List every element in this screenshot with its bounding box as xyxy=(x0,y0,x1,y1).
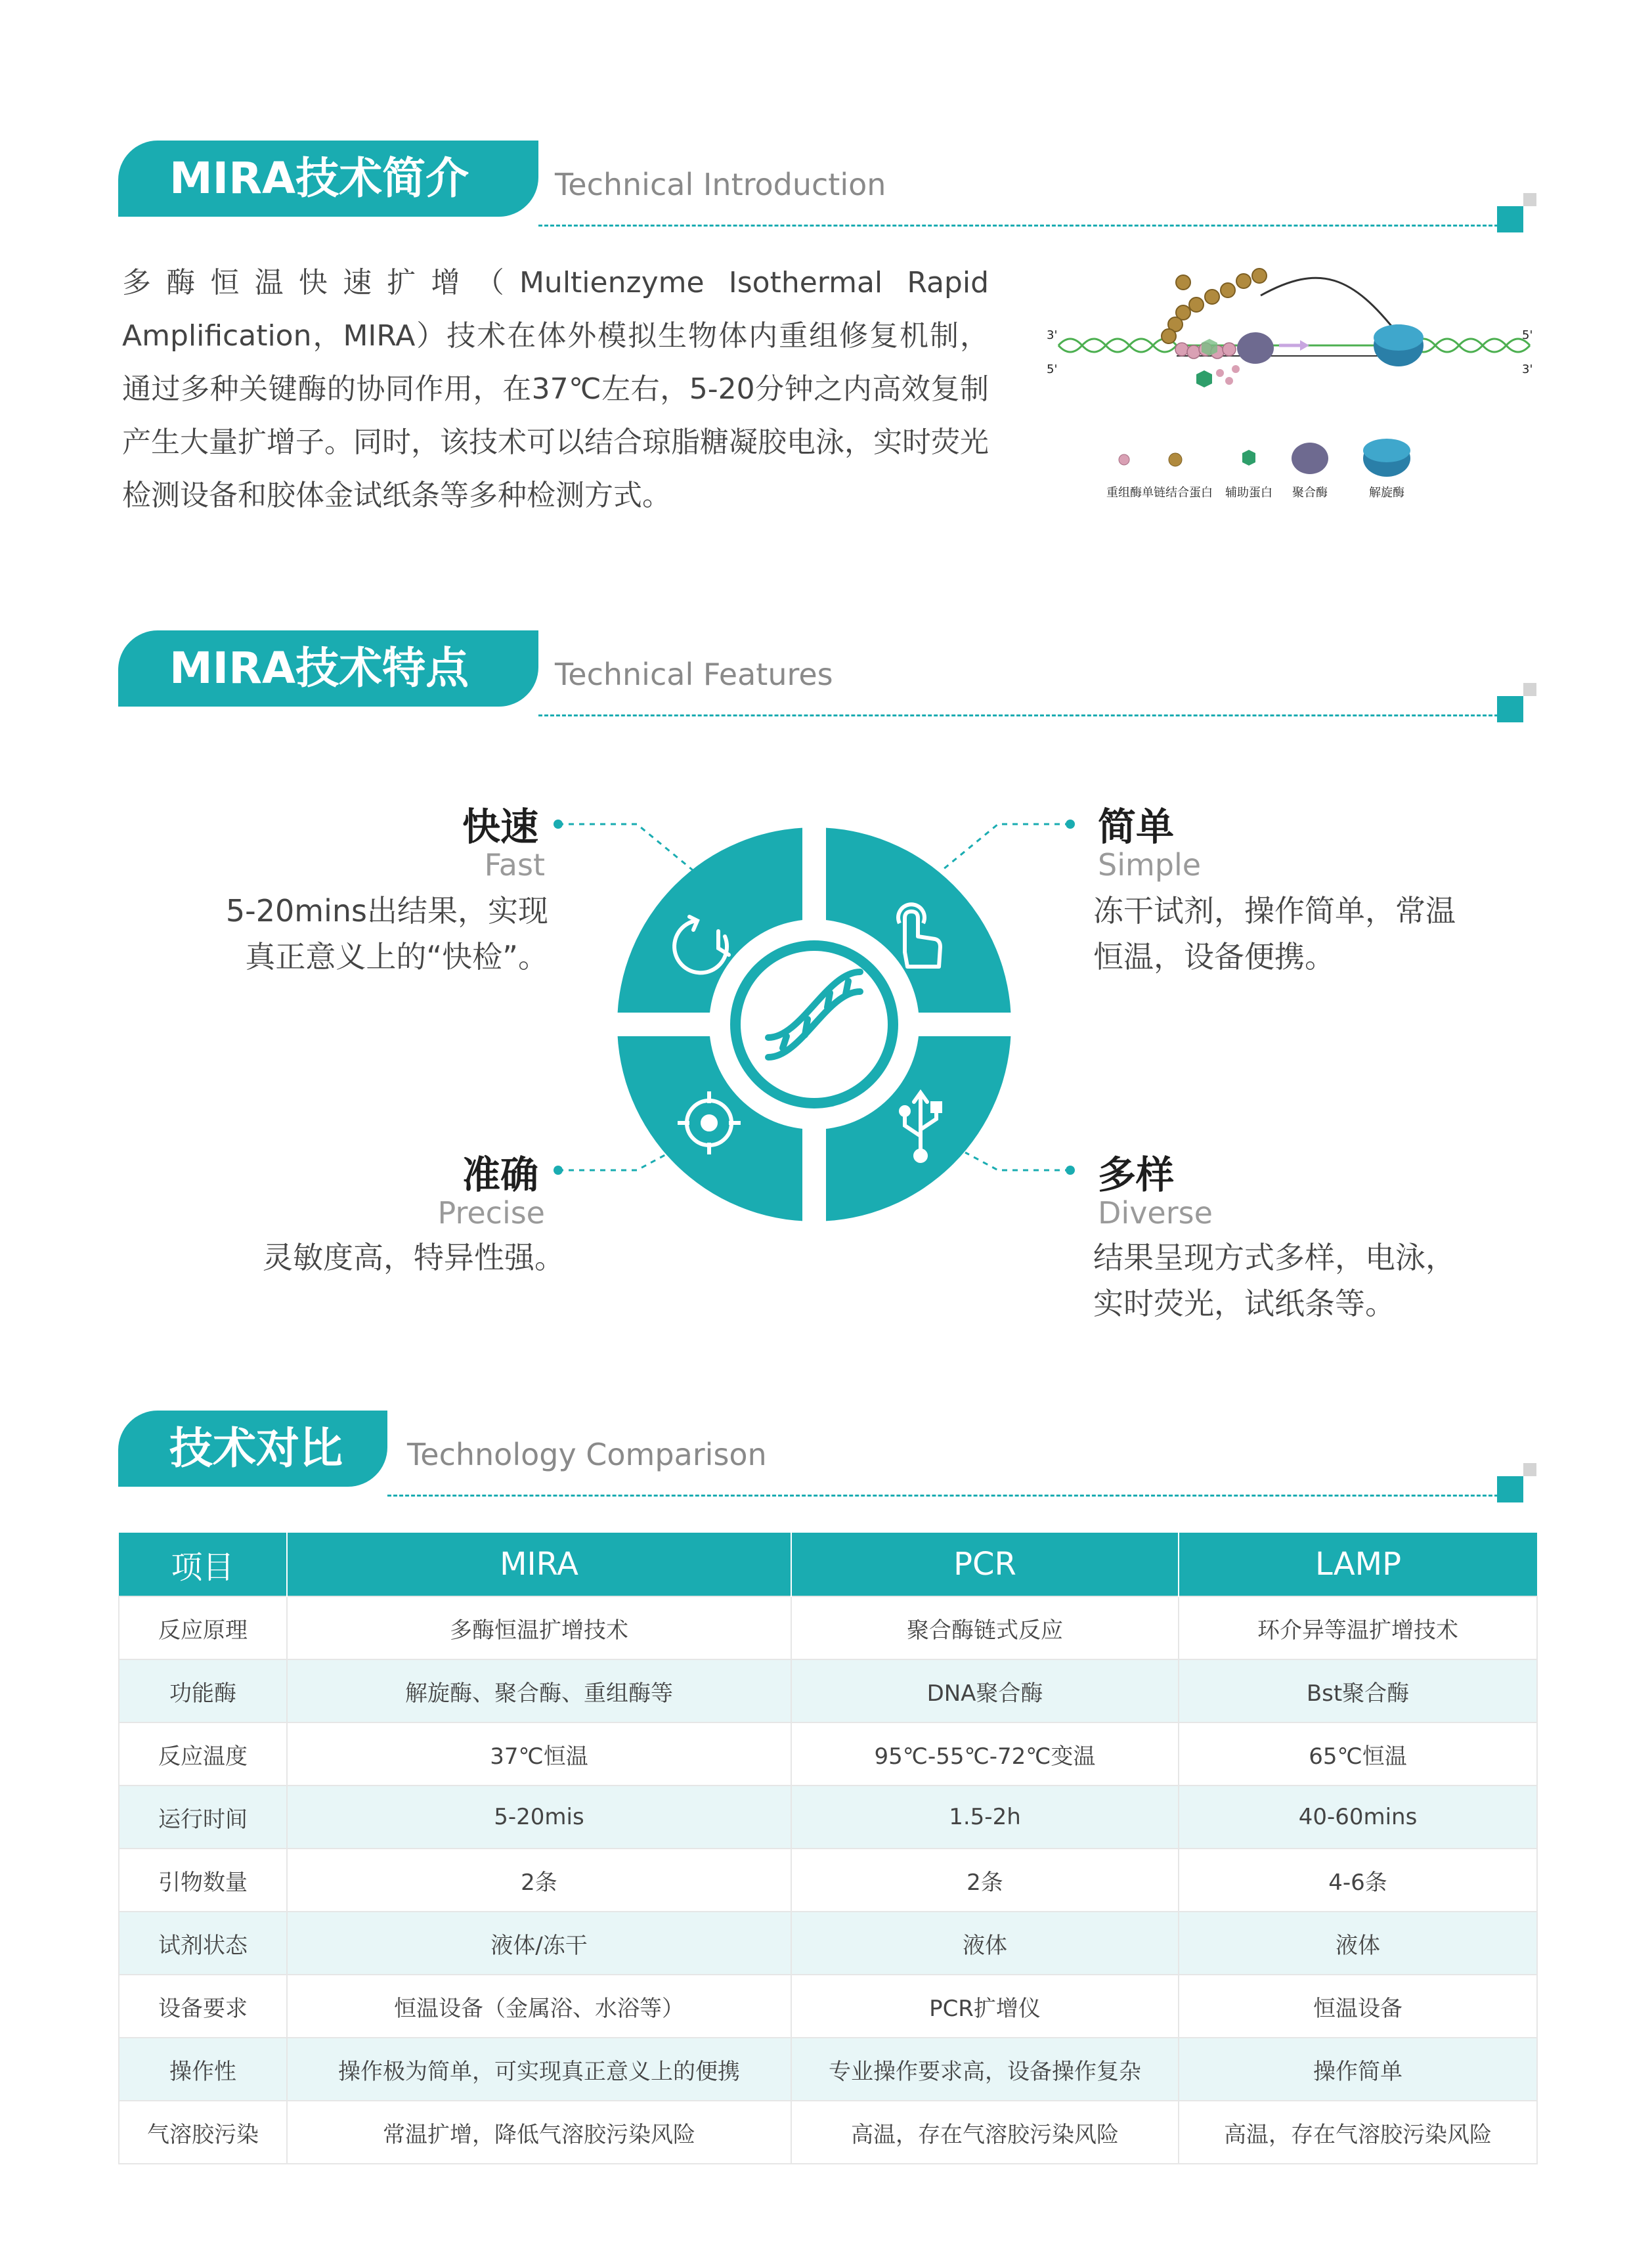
legend-label: 聚合酶 xyxy=(1292,486,1328,500)
table-cell: 运行时间 xyxy=(119,1786,287,1849)
table-cell: 5-20mis xyxy=(287,1786,791,1849)
table-cell: PCR扩增仪 xyxy=(791,1975,1179,2038)
table-cell: 40-60mins xyxy=(1179,1786,1537,1849)
table-header-cell: MIRA xyxy=(287,1533,791,1596)
table-row xyxy=(119,1912,1537,1975)
legend-label: 重组酶 xyxy=(1106,486,1142,500)
table-row xyxy=(119,1659,1537,1722)
feature-simple-title: 简单 xyxy=(1098,804,1175,849)
table-cell: 2条 xyxy=(791,1849,1179,1912)
table-cell: 功能酶 xyxy=(119,1659,287,1722)
comparison-table xyxy=(118,1533,1538,2164)
table-cell: 聚合酶链式反应 xyxy=(791,1596,1179,1659)
end-label: 3' xyxy=(1522,362,1533,376)
table-header-row xyxy=(119,1533,1537,1596)
table-cell: 解旋酶、聚合酶、重组酶等 xyxy=(287,1659,791,1722)
feature-fast-title: 快速 xyxy=(462,804,538,849)
table-row xyxy=(119,1596,1537,1659)
table-cell: 操作性 xyxy=(119,2038,287,2101)
corner-square-teal xyxy=(1497,1476,1523,1502)
table-cell: 液体/冻干 xyxy=(287,1912,791,1975)
table-cell: 操作简单 xyxy=(1179,2038,1537,2101)
table-cell: 设备要求 xyxy=(119,1975,287,2038)
table-header-cell: 项目 xyxy=(119,1533,287,1596)
table-cell: 高温，存在气溶胶污染风险 xyxy=(1179,2101,1537,2164)
table-cell: 环介异等温扩增技术 xyxy=(1179,1596,1537,1659)
table-cell: 操作极为简单，可实现真正意义上的便携 xyxy=(287,2038,791,2101)
end-label: 5' xyxy=(1047,362,1058,376)
table-row xyxy=(119,1975,1537,2038)
table-cell: 多酶恒温扩增技术 xyxy=(287,1596,791,1659)
feature-fast-desc: 5-20mins出结果，实现真正意义上的“快检”。 xyxy=(225,893,548,975)
feature-diverse-title: 多样 xyxy=(1098,1152,1175,1197)
table-cell: 37℃恒温 xyxy=(287,1722,791,1786)
table-cell: 65℃恒温 xyxy=(1179,1722,1537,1786)
table-row xyxy=(119,2101,1537,2164)
table-cell: 高温，存在气溶胶污染风险 xyxy=(791,2101,1179,2164)
features-section-en-title: Technical Features xyxy=(555,657,833,692)
table-cell: 液体 xyxy=(1179,1912,1537,1975)
header-dashed-line xyxy=(387,1495,1510,1497)
table-header-cell: LAMP xyxy=(1179,1533,1537,1596)
corner-square-grey xyxy=(1523,1463,1536,1476)
table-cell: 液体 xyxy=(791,1912,1179,1975)
table-row xyxy=(119,1849,1537,1912)
table-cell: 反应原理 xyxy=(119,1596,287,1659)
end-label: 3' xyxy=(1047,328,1058,342)
table-cell: 常温扩增，降低气溶胶污染风险 xyxy=(287,2101,791,2164)
feature-fast-en: Fast xyxy=(484,847,545,883)
comparison-section-title: 技术对比 xyxy=(118,1411,387,1487)
table-cell: 专业操作要求高，设备操作复杂 xyxy=(791,2038,1179,2101)
feature-simple-desc: 冻干试剂，操作简单，常温恒温，设备便携。 xyxy=(1093,893,1456,975)
table-header-cell: PCR xyxy=(791,1533,1179,1596)
table-row xyxy=(119,1722,1537,1786)
table-cell: 引物数量 xyxy=(119,1849,287,1912)
comparison-section-header xyxy=(118,1411,1536,1496)
table-cell: 反应温度 xyxy=(119,1722,287,1786)
table-cell: 恒温设备 xyxy=(1179,1975,1537,2038)
intro-section-title: MIRA技术简介 xyxy=(118,141,538,217)
table-cell: 2条 xyxy=(287,1849,791,1912)
legend-label: 解旋酶 xyxy=(1369,486,1404,500)
table-cell: 气溶胶污染 xyxy=(119,2101,287,2164)
feature-diverse-desc: 结果呈现方式多样，电泳，实时荧光，试纸条等。 xyxy=(1093,1240,1456,1321)
table-cell: 试剂状态 xyxy=(119,1912,287,1975)
table-cell: 95℃-55℃-72℃变温 xyxy=(791,1722,1179,1786)
intro-section-en-title: Technical Introduction xyxy=(555,167,886,202)
table-cell: Bst聚合酶 xyxy=(1179,1659,1537,1722)
end-label: 5' xyxy=(1522,328,1533,342)
table-cell: DNA聚合酶 xyxy=(791,1659,1179,1722)
feature-precise-desc: 灵敏度高，特异性强。 xyxy=(263,1240,565,1275)
table-row xyxy=(119,2038,1537,2101)
table-cell: 1.5-2h xyxy=(791,1786,1179,1849)
intro-paragraph: 多酶恒温快速扩增（Multienzyme Isothermal Rapid Amplification，MIRA）技术在体外模拟生物体内重组修复机制，通过多种关键酶的协同作用，在37℃左右，5-20分钟之内高效复制产生大量扩增子。同时，该技术可以结合琼脂糖凝胶电泳，实时荧光检测设备和胶体金试纸条等多种检测方式。 xyxy=(122,266,989,512)
feature-simple-en: Simple xyxy=(1098,847,1202,883)
feature-precise-en: Precise xyxy=(437,1195,545,1231)
table-cell: 恒温设备（金属浴、水浴等） xyxy=(287,1975,791,2038)
table-row xyxy=(119,1786,1537,1849)
legend-label: 辅助蛋白 xyxy=(1225,486,1272,500)
feature-diverse-en: Diverse xyxy=(1098,1195,1213,1231)
legend-label: 单链结合蛋白 xyxy=(1142,486,1213,500)
table-cell: 4-6条 xyxy=(1179,1849,1537,1912)
feature-precise-title: 准确 xyxy=(462,1152,538,1197)
comparison-section-en-title: Technology Comparison xyxy=(407,1437,767,1472)
features-section-title: MIRA技术特点 xyxy=(118,630,538,707)
